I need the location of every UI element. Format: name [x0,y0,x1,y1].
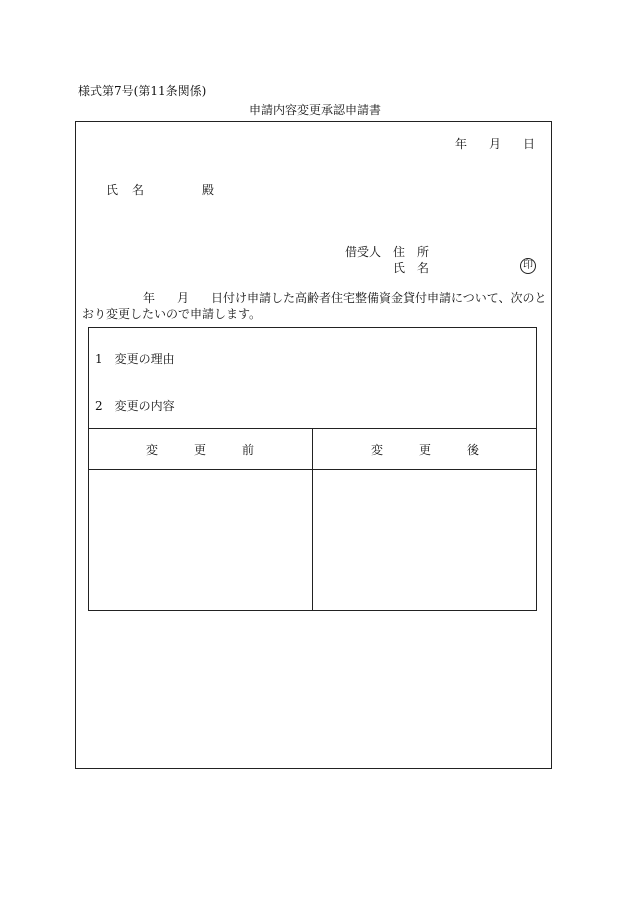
date-line [455,138,535,150]
addressee-shi: 氏 [106,183,119,197]
content-label: 2 変更の内容 [95,399,175,413]
after-char: 更 [418,443,431,457]
body-text-line-1 [143,292,547,304]
addressee-mei: 名 [132,183,145,197]
date-year: 年 [454,137,467,151]
before-char: 変 [145,443,158,457]
before-char: 前 [241,443,254,457]
after-char: 変 [370,443,383,457]
form-title: 申請内容変更承認申請書 [248,103,381,117]
date-day: 日 [522,137,535,151]
borrower-label: 借受人 [345,245,382,259]
body-month: 月 [177,291,190,305]
addressee [106,184,214,196]
after-char: 後 [466,443,479,457]
form-number: 様式第7号(第11条関係) [78,84,207,98]
addressee-dono: 殿 [202,183,215,197]
date-month: 月 [488,137,501,151]
body-text-line-2: おり変更したいので申請します。 [82,307,262,321]
body-line1-rest: 日付け申請した高齢者住宅整備資金貸付申請について、次のと [211,291,547,305]
name-label: 氏 名 [393,261,430,275]
after-column-header [313,444,537,456]
seal-icon: 印 [520,258,536,274]
body-year: 年 [143,291,156,305]
before-column-header [88,444,312,456]
reason-label: 1 変更の理由 [95,352,175,366]
address-label: 住 所 [393,245,430,259]
before-char: 更 [193,443,206,457]
